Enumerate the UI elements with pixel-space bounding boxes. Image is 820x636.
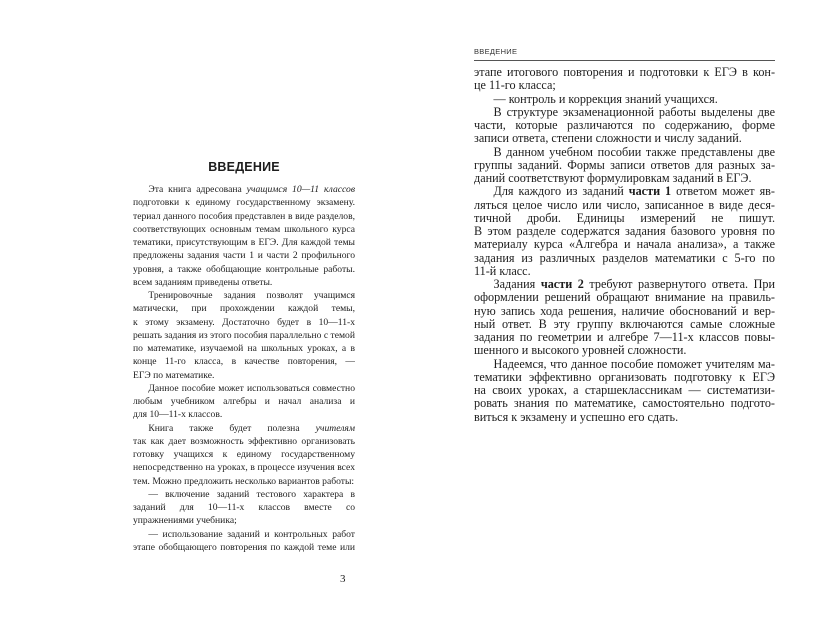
text-line — [474, 79, 775, 92]
text-segment: 11-й класс. — [474, 264, 531, 278]
text-line — [474, 199, 775, 212]
text-line — [133, 355, 355, 368]
text-segment: группы заданий. Формы записи ответов для разных за- — [474, 158, 775, 172]
bold-text: части 2 — [540, 278, 584, 291]
text-line — [474, 225, 775, 238]
text-segment: виться к экзамену и успешно его сдать. — [474, 410, 679, 424]
text-segment: любым учебником алгебры и начал анализа и — [133, 396, 355, 407]
text-line — [133, 528, 355, 541]
text-line — [133, 276, 355, 289]
text-segment: так как дает возможность эффективно организовать — [133, 435, 355, 447]
text-segment: материалу курса «Алгебра и начала анализа», а также — [474, 238, 775, 252]
text-segment: ный ответ. В эту группу включаются самые сложные — [474, 317, 775, 331]
text-segment: всем заданиям приведены ответы. — [133, 276, 273, 288]
text-line — [474, 331, 775, 344]
text-segment: уровня, а также обобщающие контрольные работы. — [133, 263, 355, 275]
text-segment: це 11-го класса; — [474, 79, 556, 93]
text-line — [133, 461, 355, 474]
text-line — [133, 382, 355, 395]
text-segment: готовку учащихся к единому государственному — [133, 449, 355, 460]
text-line — [133, 236, 355, 249]
page-number: 3 — [340, 573, 346, 585]
text-line — [133, 316, 355, 329]
text-segment: тичной дроби. Единицы измерений не пишут. — [474, 211, 775, 225]
text-line — [474, 172, 775, 185]
text-line — [474, 397, 775, 410]
right-page-body — [474, 66, 775, 424]
text-line — [133, 408, 355, 421]
text-segment: Задания — [493, 278, 541, 291]
text-segment: к этому экзамену. Достаточно будет в 10—11-х — [133, 316, 355, 328]
text-line — [474, 132, 775, 145]
text-line — [133, 249, 355, 262]
text-segment: — использование заданий и контрольных работ — [148, 528, 355, 540]
text-line — [133, 263, 355, 276]
text-line — [133, 289, 355, 302]
text-segment: Эта книга адресована — [148, 184, 247, 195]
text-segment: — контроль и коррекция знаний учащихся. — [493, 92, 718, 106]
text-line — [474, 146, 775, 159]
text-line — [474, 185, 775, 198]
text-line — [133, 223, 355, 236]
text-segment: оформлении решений обращают внимание на правиль- — [474, 291, 775, 305]
text-segment: этапе итогового повторения и подготовки к ЕГЭ в кон- — [474, 66, 775, 79]
text-segment: В данном учебном пособии также представлены две — [493, 145, 775, 159]
text-line — [133, 422, 355, 435]
text-line — [474, 159, 775, 172]
text-line — [133, 435, 355, 448]
text-line — [133, 210, 355, 223]
text-line — [133, 302, 355, 315]
text-segment: требуют развернутого ответа. При — [583, 278, 775, 291]
bold-text: части 1 — [628, 185, 672, 199]
text-line — [133, 395, 355, 408]
text-segment: части, которые различаются по содержанию, форме — [474, 119, 775, 132]
text-segment: ответом может яв- — [671, 185, 775, 199]
text-segment: тематики, присутствующим в ЕГЭ. Для каждой темы — [133, 237, 355, 248]
text-segment: Надеемся, что данное пособие поможет учителям ма- — [493, 357, 775, 371]
text-line — [474, 106, 775, 119]
text-line — [133, 196, 355, 209]
text-line — [474, 305, 775, 318]
text-segment: конце 11-го класса, в качестве повторения, — — [133, 356, 355, 368]
text-line — [474, 212, 775, 225]
text-segment: соответствующих основным темам школьного курса — [133, 223, 355, 235]
text-segment: матически, при прохождении каждой темы, — [133, 303, 355, 315]
text-line — [474, 411, 775, 424]
text-segment: ровать знания по математике, самостоятельно подгото- — [474, 397, 775, 411]
text-segment: — включение заданий тестового характера в — [148, 488, 355, 500]
text-segment: В этом разделе содержатся задания базового уровня по — [474, 225, 775, 238]
text-line — [474, 252, 775, 265]
text-line — [133, 329, 355, 342]
text-segment: для 10—11-х классов. — [133, 409, 223, 421]
text-segment: предложены задания части 1 и части 2 профильного — [133, 250, 355, 262]
text-line — [474, 344, 775, 357]
text-segment: ляться целое число или число, записанное в виде деся- — [474, 198, 775, 212]
text-line — [133, 501, 355, 514]
text-segment: решать задания из этого пособия параллельно с темой — [133, 329, 355, 341]
text-segment: подготовки к единому государственному экзамену. — [133, 197, 355, 209]
text-line — [133, 541, 355, 554]
italic-text: учащимся 10—11 классов — [246, 184, 355, 195]
text-line — [133, 369, 355, 382]
text-segment: непосредственно на уроках, в процессе изучения всех — [133, 462, 355, 474]
text-segment: ную запись хода решения, наличие обоснований и вер- — [474, 304, 775, 318]
text-segment: Для каждого из заданий — [493, 185, 629, 199]
chapter-title: ВВЕДЕНИЕ — [208, 160, 280, 174]
text-segment: на своих уроках, а старшеклассникам — систематизи- — [474, 384, 775, 397]
text-segment: Данное пособие может использоваться совместно — [148, 382, 355, 394]
text-line — [133, 183, 355, 196]
header-rule — [474, 60, 775, 61]
left-page-body — [133, 183, 355, 554]
text-line — [133, 514, 355, 527]
text-segment: записи ответа, степени сложности и числу заданий. — [474, 132, 742, 146]
text-line — [474, 384, 775, 397]
text-segment: упражнениями учебника; — [133, 515, 237, 527]
text-line — [133, 475, 355, 488]
text-line — [474, 291, 775, 304]
text-segment: даний соответствуют формулировкам заданий в ЕГЭ. — [474, 172, 752, 185]
text-line — [474, 66, 775, 79]
text-segment: тем. Можно предложить несколько вариантов работы: — [133, 475, 355, 487]
running-head: ВВЕДЕНИЕ — [474, 47, 518, 56]
text-segment: териал данного пособия представлен в виде разделов, — [133, 210, 355, 222]
text-segment: шенного и высокого уровней сложности. — [474, 344, 687, 358]
text-line — [474, 119, 775, 132]
text-line — [474, 265, 775, 278]
text-segment: этапе обобщающего повторения по каждой теме или — [133, 541, 355, 553]
text-line — [133, 342, 355, 355]
text-segment: ЕГЭ по математике. — [133, 369, 215, 381]
text-segment: Книга также будет полезна — [148, 422, 316, 434]
text-line — [133, 448, 355, 461]
text-segment: по математике, изучаемой на школьных уроках, а в — [133, 343, 355, 354]
text-segment: заданий для 10—11-х классов вместе со — [133, 502, 355, 513]
text-line — [474, 93, 775, 106]
text-line — [474, 318, 775, 331]
text-line — [474, 278, 775, 291]
text-line — [474, 238, 775, 251]
text-line — [474, 358, 775, 371]
text-segment: Тренировочные задания позволят учащимся — [148, 290, 355, 301]
text-segment: задания из различных разделов математики с 5-го по — [474, 251, 775, 265]
text-segment: задания по геометрии и алгебре 7—11-х классов повы- — [474, 331, 775, 344]
text-line — [474, 371, 775, 384]
text-segment: тематики эффективно организовать подготовку к ЕГЭ — [474, 370, 775, 384]
text-segment: В структуре экзаменационной работы выделены две — [493, 105, 775, 119]
italic-text: учителям — [315, 422, 355, 434]
text-line — [133, 488, 355, 501]
